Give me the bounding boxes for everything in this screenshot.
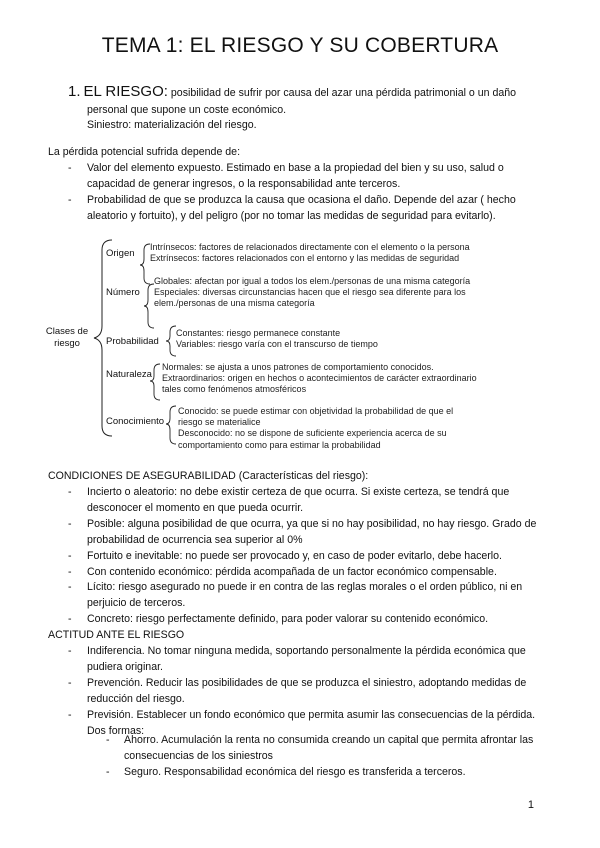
probabilidad-line-2: Variables: riesgo varía con el transcurso de tiempo [176,339,378,350]
perdida-intro: La pérdida potencial sufrida depende de: [48,146,241,158]
condicion-item: Concreto: riesgo perfectamente definido, para poder valorar su contenido económico. [87,613,489,626]
siniestro-definition: Siniestro: materialización del riesgo. [87,119,257,131]
brace-conocimiento [166,406,176,444]
brace-numero [144,284,154,328]
perdida-item: aleatorio y fortuito), y del peligro (por no tomar las medidas de seguridad para evitarlo). [87,210,496,222]
diagram-root-line-2: riesgo [54,338,80,349]
section-number: 1. [68,83,81,100]
list-bullet: - [68,709,72,721]
probabilidad-details [176,328,378,350]
riesgo-definition: posibilidad de sufrir por causa del azar una pérdida patrimonial o un daño [170,87,517,99]
category-conocimiento: Conocimiento [106,416,165,427]
numero-line-2: Especiales: diversas circunstancias hacen que el riesgo sea diferente para los [154,287,466,298]
prevision-subitem: Seguro. Responsabilidad económica del riesgo es transferida a terceros. [124,765,466,778]
conocimiento-line-2: riesgo se materialice [178,417,261,428]
section-heading: EL RIESGO: [83,83,168,100]
perdida-item: capacidad de generar ingresos, o la responsabilidad ante terceros. [87,178,401,190]
naturaleza-line-2: Extraordinarios: origen en hechos o acontecimientos de carácter extraordinario [162,373,477,384]
category-naturaleza: Naturaleza [106,369,152,380]
condicion-item: desconocer el momento en que pueda ocurrir. [87,501,304,514]
origen-line-2: Extrínsecos: factores relacionados con el entorno y las medidas de seguridad [150,253,460,264]
numero-line-1: Globales: afectan por igual a todos los elem./personas de una misma categoría [154,276,471,286]
diagram-root [40,326,94,350]
list-bullet: - [68,613,72,626]
prevision-subitem: Ahorro. Acumulación la renta no consumida creando un capital que permita afrontar las [124,734,534,746]
naturaleza-line-1: Normales: se ajusta a unos patrones de comportamiento conocidos. [162,362,434,372]
conocimiento-line-4: comportamiento como para estimar la probabilidad [178,439,381,450]
conocimiento-line-3: Desconocido: no se dispone de suficiente experiencia acerca de su [178,428,447,439]
riesgo-definition-cont: personal que supone un coste económico. [87,104,287,116]
category-probabilidad: Probabilidad [106,336,159,347]
clases-riesgo-diagram [40,228,560,448]
condicion-item: Fortuito e inevitable: no puede ser provocado y, en caso de poder evitarlo, debe hacerlo. [87,549,502,562]
section-1-heading [68,84,516,101]
actitud-item: reducción del riesgo. [87,693,185,705]
condicion-item: Incierto o aleatorio: no debe existir certeza de que ocurra. Si existe certeza, se tendrá que [87,486,510,498]
list-bullet: - [68,162,72,174]
category-origen: Origen [106,248,135,259]
condicion-item: Lícito: riesgo asegurado no puede ir en contra de las reglas morales o el orden público, ni en [87,581,523,594]
perdida-item: Valor del elemento expuesto. Estimado en base a la propiedad del bien y su uso, salud o [87,162,504,174]
list-bullet: - [106,765,110,778]
page-number: 1 [527,799,534,811]
actitud-item: Dos formas: [87,725,145,737]
brace-probabilidad [166,326,176,356]
naturaleza-details [162,362,477,396]
perdida-item: Probabilidad de que se produzca la causa que ocasiona el daño. Depende del azar ( hecho [87,194,516,206]
actitud-item: Previsión. Establecer un fondo económico que permita asumir las consecuencias de la pérdida. [87,709,536,721]
list-bullet: - [68,581,72,594]
list-bullet: - [68,645,72,657]
prevision-subitem: consecuencias de los siniestros [124,749,273,762]
category-numero: Número [106,287,140,298]
list-bullet: - [68,565,72,578]
page-title: TEMA 1: EL RIESGO Y SU COBERTURA [101,34,499,57]
list-bullet: - [68,677,72,689]
diagram-root-line-1: Clases de [45,326,89,337]
numero-line-3: elem./personas de una misma categoría [154,298,315,309]
conocimiento-details [178,406,453,451]
list-bullet: - [68,549,72,562]
origen-line-1: Intrínsecos: factores de relacionados directamente con el elemento o la persona [150,242,470,252]
origen-details [150,242,470,264]
condicion-item: Con contenido económico: pérdida acompañada de un factor económico compensable. [87,565,497,578]
actitud-item: Prevención. Reducir las posibilidades de que se produzca el siniestro, adoptando medidas de [87,677,527,689]
condicion-item: Posible: alguna posibilidad de que ocurra, ya que si no hay posibilidad, no hay riesgo. Grado de [87,517,537,530]
condicion-item: probabilidad de ocurrencia sea superior al 0% [87,533,303,546]
naturaleza-line-3: tales como fenómenos atmosféricos [162,384,307,395]
condiciones-heading: CONDICIONES DE ASEGURABILIDAD (Características del riesgo): [48,470,369,482]
numero-details [154,276,470,310]
brace-origen [140,244,150,284]
probabilidad-line-1: Constantes: riesgo permanece constante [176,328,341,338]
actitud-item: pudiera originar. [87,661,163,673]
conocimiento-line-1: Conocido: se puede estimar con objetividad la probabilidad de que el [178,406,454,416]
condicion-item: perjuicio de terceros. [87,597,186,610]
list-bullet: - [68,517,72,530]
list-bullet: - [106,734,110,746]
actitud-heading: ACTITUD ANTE EL RIESGO [48,629,185,641]
actitud-item: Indiferencia. No tomar ninguna medida, soportando personalmente la pérdida económica que [87,645,526,657]
list-bullet: - [68,486,72,498]
list-bullet: - [68,194,72,206]
